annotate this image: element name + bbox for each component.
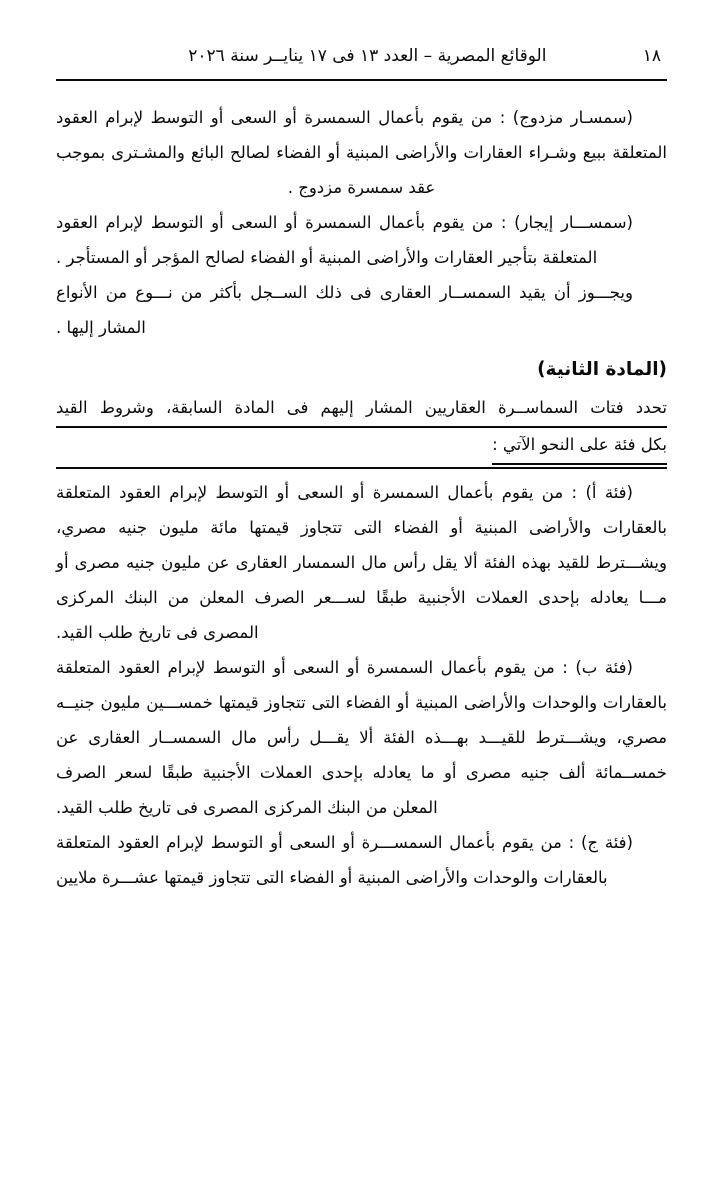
paragraph-category-c: (فئة ج) : من يقوم بأعمال السمســـرة أو السعى أو التوسط لإبرام العقود المتعلقة بالعقارات والوحدات والأراضى المبنية أو الفضاء التى تتجاوز قيمتها عشـــرة ملايين	[56, 833, 633, 887]
page-header	[52, 46, 667, 74]
paragraph-broker-dual: (سمسـار مزدوج) : من يقوم بأعمال السمسرة أو السعى أو التوسط لإبرام العقود المتعلقة ببيع وشـراء العقارات والأراضى المبنية أو الفضاء لصالح البائع والمشـترى بموجب عقد سمسرة مزدوج .	[56, 108, 667, 197]
document-body	[56, 100, 667, 895]
article-intro-line-1: تحدد فتات السماســرة العقاريين المشار إليهم فى المادة السابقة، وشروط القيد	[56, 391, 667, 428]
article-intro	[56, 391, 667, 469]
header-divider	[56, 79, 667, 81]
page-number: ١٨	[642, 46, 661, 66]
article-intro-line-2: بكل فئة على النحو الآتي :	[492, 428, 667, 465]
paragraph-category-b: (فئة ب) : من يقوم بأعمال السمسرة أو السعى أو التوسط لإبرام العقود المتعلقة بالعقارات والوحدات والأراضى المبنية أو الفضاء التى تتجاوز قيمتها خمســـين مليون جنيــه مصري، ويشـــترط للقيـــد بهـــذه الفئة ألا يقـــل رأس مال السمســار العقارى عن خمســمائة ألف جنيه مصرى أو ما يعادله بإحدى العملات الأجنبية طبقًا لسعر الصرف المعلن من البنك المركزى المصرى فى تاريخ طلب القيد.	[56, 658, 667, 817]
paragraph-broker-lease: (سمســـار إيجار) : من يقوم بأعمال السمسرة أو السعى أو التوسط لإبرام العقود المتعلقة بتأجير العقارات والأراضى المبنية أو الفضاء لصالح المؤجر أو المستأجر .	[56, 213, 633, 267]
header-title: الوقائع المصرية – العدد ١٣ فى ١٧ ينايــر سنة ٢٠٢٦	[188, 46, 547, 66]
paragraph-multiple-registration: ويجـــوز أن يقيد السمســار العقارى فى ذلك الســجل بأكثر من نـــوع من الأنواع المشار إليها .	[56, 283, 633, 337]
article-intro-line-2-wrap	[56, 428, 667, 469]
article-heading: (المادة الثانية)	[537, 359, 667, 380]
paragraph-category-a: (فئة أ) : من يقوم بأعمال السمسرة أو السعى أو التوسط لإبرام العقود المتعلقة بالعقارات والأراضى المبنية أو الفضاء التى تتجاوز قيمتها مائة مليون جنيه مصري، ويشـــترط للقيد بهذه الفئة ألا يقل رأس مال السمسار العقارى عن مليون جنيه مصرى أو مـــا يعادله بإحدى العملات الأجنبية طبقًا لســـعر الصرف المعلن من البنك المركزى المصرى فى تاريخ طلب القيد.	[56, 483, 667, 642]
